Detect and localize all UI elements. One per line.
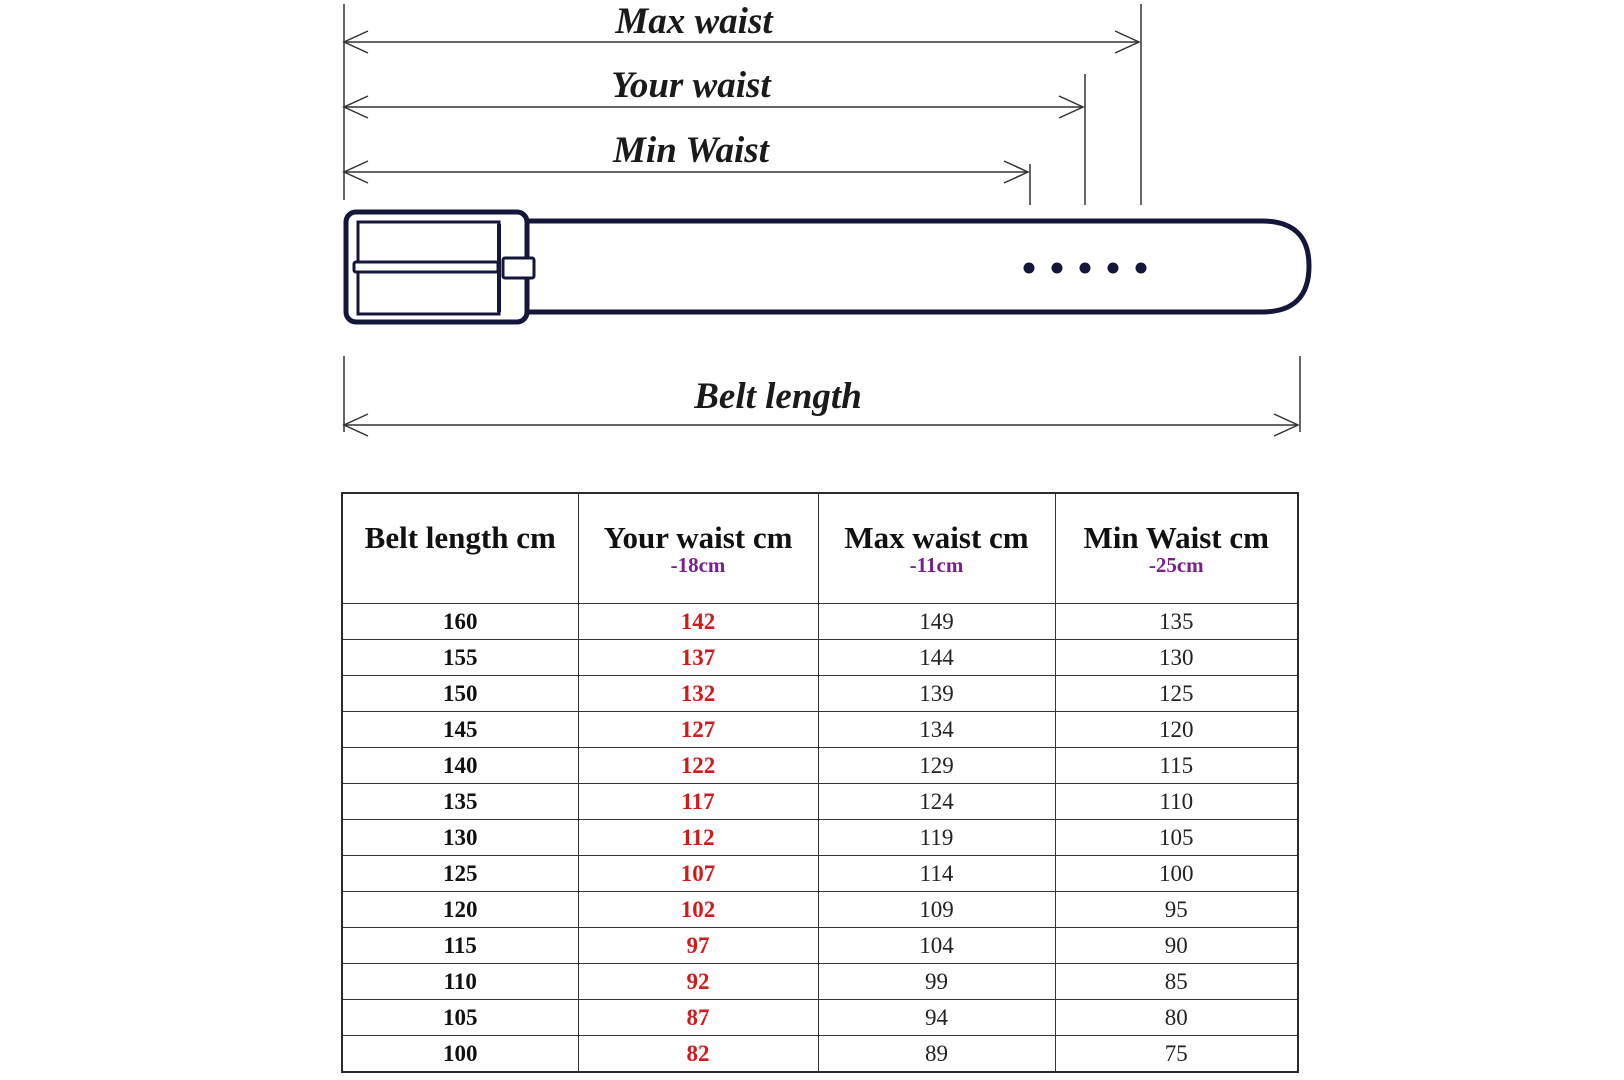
belt-length-cell: 160 — [342, 604, 578, 640]
belt-prong-tip — [503, 258, 534, 278]
min-waist-cell: 120 — [1055, 712, 1298, 748]
your-waist-cell: 102 — [578, 892, 818, 928]
table-row — [342, 892, 1298, 928]
belt-buckle-prong — [354, 262, 498, 272]
header-title: Belt length cm — [364, 519, 556, 555]
max-waist-cell: 109 — [818, 892, 1055, 928]
max-waist-cell: 144 — [818, 640, 1055, 676]
belt-length-cell: 140 — [342, 748, 578, 784]
header-offset: -11cm — [909, 552, 964, 577]
table-row — [342, 712, 1298, 748]
belt-length-cell: 115 — [342, 928, 578, 964]
min-waist-cell: 115 — [1055, 748, 1298, 784]
belt-strap — [520, 221, 1309, 312]
belt-length-cell: 145 — [342, 712, 578, 748]
your-waist-label: Your waist — [611, 65, 771, 106]
your-waist-cell: 82 — [578, 1036, 818, 1073]
belt-length-cell: 110 — [342, 964, 578, 1000]
table-header-row — [342, 493, 1298, 604]
min-waist-cell: 95 — [1055, 892, 1298, 928]
table-row — [342, 640, 1298, 676]
max-waist-cell: 89 — [818, 1036, 1055, 1073]
table-row — [342, 748, 1298, 784]
min-waist-cell: 110 — [1055, 784, 1298, 820]
max-waist-cell: 134 — [818, 712, 1055, 748]
your-waist-cell: 112 — [578, 820, 818, 856]
header-offset: -18cm — [670, 552, 726, 577]
min-waist-cell: 75 — [1055, 1036, 1298, 1073]
header-belt-length — [342, 493, 578, 604]
max-waist-cell: 124 — [818, 784, 1055, 820]
min-waist-cell: 90 — [1055, 928, 1298, 964]
max-waist-cell: 104 — [818, 928, 1055, 964]
your-waist-cell: 92 — [578, 964, 818, 1000]
header-title: Max waist cm — [844, 519, 1029, 555]
your-waist-cell: 137 — [578, 640, 818, 676]
table-row — [342, 820, 1298, 856]
belt-length-cell: 155 — [342, 640, 578, 676]
table-row — [342, 856, 1298, 892]
min-waist-cell: 125 — [1055, 676, 1298, 712]
belt-length-cell: 100 — [342, 1036, 578, 1073]
belt-hole — [1108, 263, 1119, 274]
your-waist-cell: 107 — [578, 856, 818, 892]
belt-length-cell: 125 — [342, 856, 578, 892]
min-waist-cell: 130 — [1055, 640, 1298, 676]
belt-length-cell: 105 — [342, 1000, 578, 1036]
your-waist-cell: 87 — [578, 1000, 818, 1036]
your-waist-cell: 132 — [578, 676, 818, 712]
belt-hole — [1136, 263, 1147, 274]
belt-illustration — [346, 212, 1309, 322]
table-row — [342, 1000, 1298, 1036]
your-waist-cell: 97 — [578, 928, 818, 964]
belt-length-cell: 120 — [342, 892, 578, 928]
belt-length-arrow — [344, 414, 1298, 436]
max-waist-cell: 129 — [818, 748, 1055, 784]
belt-length-cell: 135 — [342, 784, 578, 820]
min-waist-cell: 100 — [1055, 856, 1298, 892]
min-waist-cell: 105 — [1055, 820, 1298, 856]
your-waist-cell: 127 — [578, 712, 818, 748]
belt-length-cell: 150 — [342, 676, 578, 712]
belt-measurement-diagram — [0, 0, 1624, 470]
max-waist-cell: 149 — [818, 604, 1055, 640]
table-row — [342, 1036, 1298, 1073]
max-waist-cell: 94 — [818, 1000, 1055, 1036]
min-waist-label: Min Waist — [613, 130, 769, 171]
min-waist-cell: 80 — [1055, 1000, 1298, 1036]
max-waist-cell: 139 — [818, 676, 1055, 712]
header-min-waist — [1055, 493, 1298, 604]
header-offset: -25cm — [1148, 552, 1204, 577]
table-row — [342, 964, 1298, 1000]
your-waist-cell: 142 — [578, 604, 818, 640]
belt-hole — [1080, 263, 1091, 274]
table-row — [342, 676, 1298, 712]
your-waist-cell: 122 — [578, 748, 818, 784]
header-max-waist — [818, 493, 1055, 604]
table-row — [342, 928, 1298, 964]
min-waist-cell: 85 — [1055, 964, 1298, 1000]
max-waist-cell: 99 — [818, 964, 1055, 1000]
max-waist-label: Max waist — [615, 1, 773, 42]
belt-hole — [1024, 263, 1035, 274]
belt-length-label: Belt length — [694, 376, 862, 417]
table-row — [342, 784, 1298, 820]
max-waist-cell: 119 — [818, 820, 1055, 856]
header-your-waist — [578, 493, 818, 604]
table-row — [342, 604, 1298, 640]
your-waist-cell: 117 — [578, 784, 818, 820]
belt-size-table — [341, 492, 1299, 1073]
header-title: Min Waist cm — [1083, 519, 1269, 555]
header-title: Your waist cm — [603, 519, 793, 555]
belt-length-cell: 130 — [342, 820, 578, 856]
max-waist-cell: 114 — [818, 856, 1055, 892]
min-waist-cell: 135 — [1055, 604, 1298, 640]
belt-hole — [1052, 263, 1063, 274]
